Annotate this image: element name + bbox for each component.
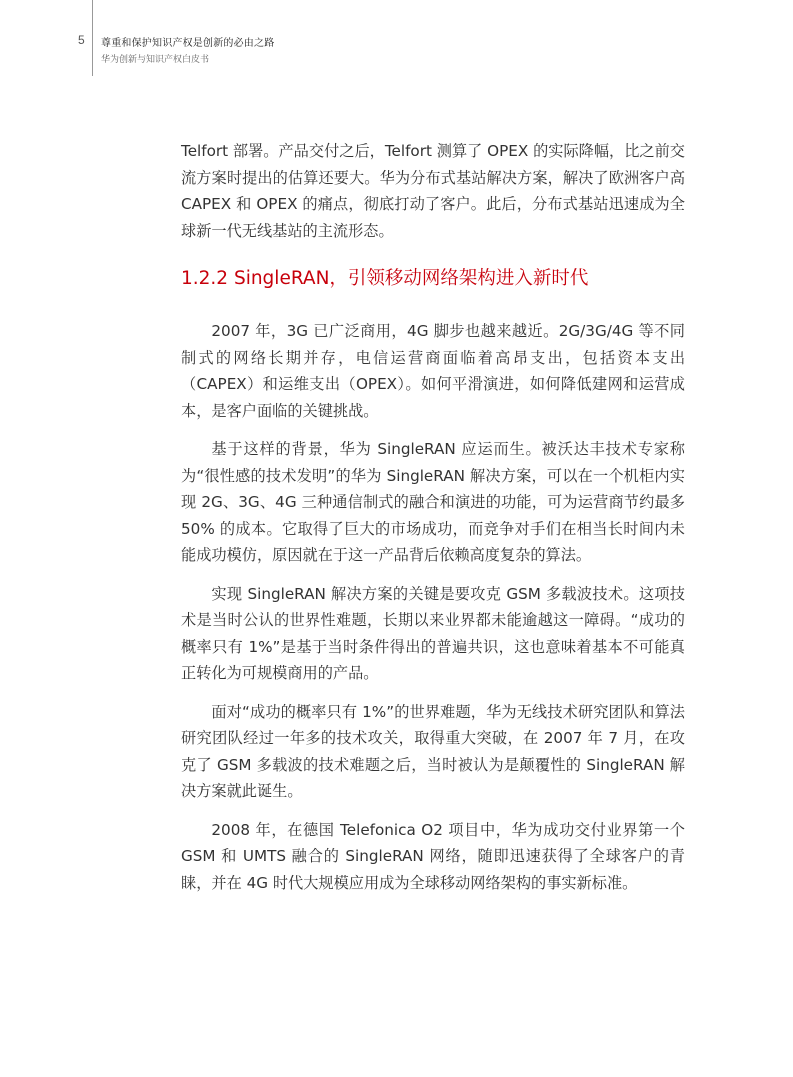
- header-subtitle: 华为创新与知识产权白皮书: [101, 55, 210, 65]
- header-divider: [92, 0, 93, 76]
- body-paragraph: 2007 年，3G 已广泛商用，4G 脚步也越来越近。2G/3G/4G 等不同制式的网络长期并存，电信运营商面临着高昂支出，包括资本支出（CAPEX）和运维支出（OPEX）。如何平滑演进，如何降低建网和运营成本，是客户面临的关键挑战。: [181, 322, 685, 420]
- body-paragraph: 面对“成功的概率只有 1%”的世界难题，华为无线技术研究团队和算法研究团队经过一年多的技术攻关，取得重大突破，在 2007 年 7 月，在攻克了 GSM 多载波的技术难题之后，当时被认为是颠覆性的 SingleRAN 解决方案就此诞生。: [181, 702, 685, 800]
- section-heading: 1.2.2 SingleRAN，引领移动网络架构进入新时代: [181, 268, 589, 289]
- body-paragraph: 基于这样的背景，华为 SingleRAN 应运而生。被沃达丰技术专家称为“很性感的技术发明”的华为 SingleRAN 解决方案，可以在一个机柜内实现 2G、3G、4G 三种通信制式的融合和演进的功能，可为运营商节约最多 50% 的成本。它取得了巨大的市场成功，而竞争对手们在相当长时间内未能成功模仿，原因就在于这一产品背后依赖高度复杂的算法。: [181, 440, 685, 564]
- body-paragraph: 实现 SingleRAN 解决方案的关键是要攻克 GSM 多载波技术。这项技术是当时公认的世界性难题，长期以来业界都未能逾越这一障碍。“成功的概率只有 1%”是基于当时条件得出的普遍共识，这也意味着基本不可能真正转化为可规模商用的产品。: [181, 584, 685, 682]
- page-header: [0, 0, 793, 80]
- intro-paragraph: Telfort 部署。产品交付之后，Telfort 测算了 OPEX 的实际降幅，比之前交流方案时提出的估算还要大。华为分布式基站解决方案，解决了欧洲客户高 CAPEX 和 OPEX 的痛点，彻底打动了客户。此后，分布式基站迅速成为全球新一代无线基站的主流形态。: [181, 142, 685, 240]
- page-number: 5: [78, 33, 85, 47]
- body-paragraph: 2008 年，在德国 Telefonica O2 项目中，华为成功交付业界第一个 GSM 和 UMTS 融合的 SingleRAN 网络，随即迅速获得了全球客户的青睐，并在 4G 时代大规模应用成为全球移动网络架构的事实新标准。: [181, 820, 685, 892]
- header-title: 尊重和保护知识产权是创新的必由之路: [101, 38, 275, 49]
- page-content: [181, 138, 685, 896]
